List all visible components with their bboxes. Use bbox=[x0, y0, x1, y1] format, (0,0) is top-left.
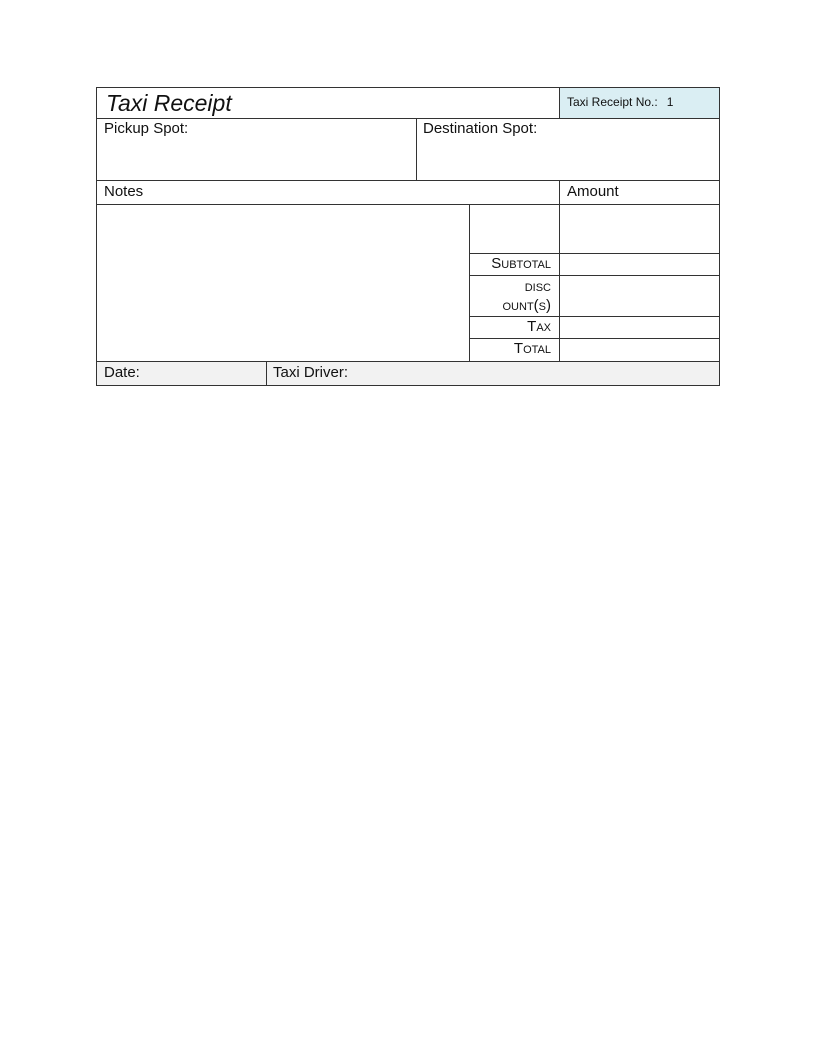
tax-label: Tax bbox=[470, 317, 560, 339]
destination-spot-field[interactable] bbox=[417, 119, 719, 181]
item-label-cell bbox=[470, 205, 560, 254]
amount-header: Amount bbox=[560, 181, 719, 205]
discounts-label bbox=[470, 276, 560, 317]
discounts-amount-field[interactable] bbox=[560, 276, 719, 317]
receipt-number-label: Taxi Receipt No.: bbox=[567, 95, 658, 109]
taxi-driver-label: Taxi Driver: bbox=[273, 364, 349, 381]
receipt-number-box bbox=[560, 88, 719, 119]
date-label: Date: bbox=[104, 364, 140, 381]
discounts-label-line1: disc bbox=[524, 278, 551, 295]
receipt-title: Taxi Receipt bbox=[97, 88, 560, 119]
discounts-label-line2: ount(s) bbox=[502, 297, 551, 314]
subtotal-label: Subtotal bbox=[470, 254, 560, 276]
receipt-number-value[interactable]: 1 bbox=[666, 95, 674, 109]
tax-amount-field[interactable] bbox=[560, 317, 719, 339]
notes-header: Notes bbox=[97, 181, 560, 205]
pickup-spot-label: Pickup Spot: bbox=[104, 120, 189, 137]
destination-spot-label: Destination Spot: bbox=[423, 120, 538, 137]
notes-field[interactable] bbox=[97, 205, 470, 362]
subtotal-amount-field[interactable] bbox=[560, 254, 719, 276]
total-amount-field[interactable] bbox=[560, 339, 719, 362]
taxi-receipt-form bbox=[96, 87, 720, 386]
item-amount-field[interactable] bbox=[560, 205, 719, 254]
total-label: Total bbox=[470, 339, 560, 362]
taxi-driver-field[interactable] bbox=[267, 362, 719, 385]
pickup-spot-field[interactable] bbox=[97, 119, 417, 181]
date-field[interactable] bbox=[97, 362, 267, 385]
